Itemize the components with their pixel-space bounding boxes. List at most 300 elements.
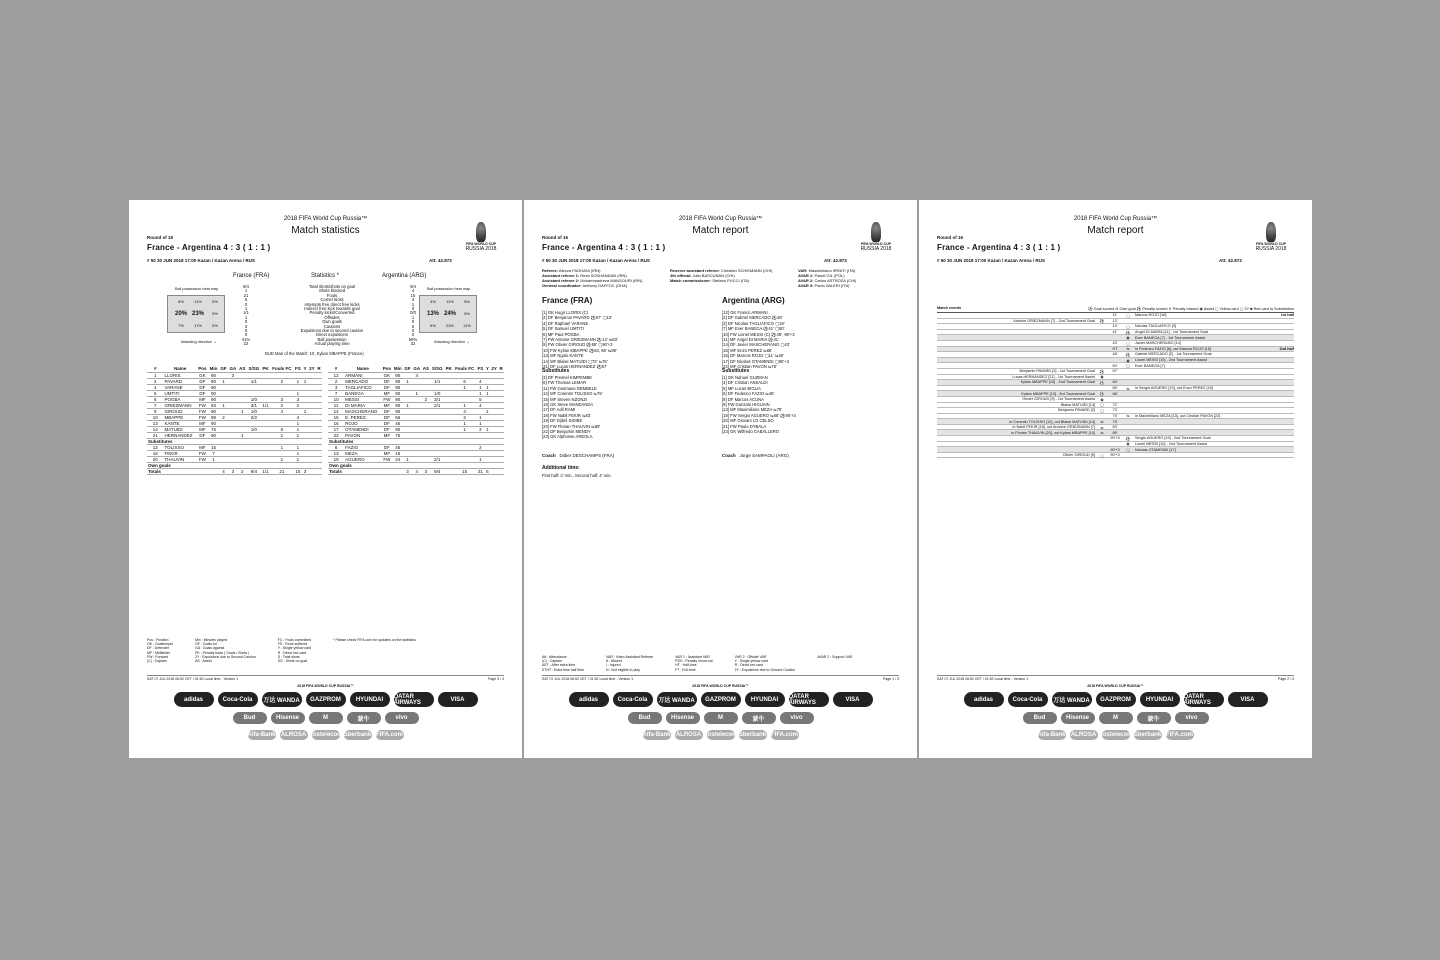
event-argentina: Lionel MESSI [10] - 2nd Tournament Assist [1135, 358, 1208, 363]
event-france: Olivier GIROUD [9] [1062, 453, 1095, 458]
event-argentina: in Federico FAZIO [6], out Marcos ROJO [16] [1135, 346, 1211, 351]
sponsor-logo: vivo [780, 712, 814, 724]
event-france-icon: ⚽ [1099, 319, 1105, 324]
official-role: VAR: [798, 268, 808, 273]
totals-cell: 4 [412, 468, 421, 474]
lineup-player: [9] FW Olivier GIROUD ⚽68' ▢90'+3 [542, 342, 613, 348]
stat-left: 1 [244, 288, 248, 294]
lineup-player: [17] DF Nicolas OTAMENDI ▢90'+3 [722, 358, 789, 364]
heat-cell: 11% [463, 323, 471, 328]
table-cell: MERCADO [344, 378, 381, 384]
stat-right: 0 [411, 328, 415, 334]
lineup-player: [11] MF Angel DI MARIA ⚽41' [722, 337, 779, 343]
table-cell: 5 [147, 390, 164, 396]
trophy-icon [476, 222, 486, 242]
table-cell: 1 [486, 390, 489, 396]
table-cell: MF [197, 426, 208, 432]
event-minute: 90'+3 [1110, 436, 1120, 441]
heat-title-right: Ball possession heat map [427, 287, 471, 291]
lineup-substitute: [18] FW Nabil FEKIR ⇋83' [542, 412, 591, 418]
stat-left: 0 [244, 328, 248, 334]
match-score: France - Argentina 4 : 3 ( 1 : 1 ) [937, 243, 1061, 252]
sponsor-logo: ALROSA [675, 732, 702, 738]
match-score: France - Argentina 4 : 3 ( 1 : 1 ) [542, 243, 666, 252]
table-cell: 1 [294, 444, 303, 450]
table-cell: DF [381, 420, 392, 426]
legend-entry: FC : Fouls committed [277, 638, 311, 642]
official-role: AVAR 1: [798, 273, 814, 278]
sponsor-logo: Alfa-Bank [247, 732, 276, 738]
stat-right: 4 [411, 297, 415, 303]
lineup-player: [7] FW Antoine GRIEZMANN ⚽13' ⇋83' [542, 337, 618, 343]
heat-cell: 9% [464, 311, 470, 316]
table-cell: 1 [294, 426, 303, 432]
page-match-report-2 [919, 200, 1312, 758]
official-name: Carlos ASTROZA (CHI) [813, 278, 857, 283]
event-france: Lucas HERNANDEZ [21] - 1st Tournament Assist [1012, 374, 1095, 379]
table-cell: 90 [392, 402, 403, 408]
column-header: FS [477, 366, 484, 372]
table-cell: 13 [328, 450, 344, 456]
event-minute: 90'+3 [1110, 447, 1120, 452]
legend-column [542, 655, 584, 672]
heat-cell: 24% [443, 311, 456, 317]
sponsor-logo: GAZPROM [306, 692, 346, 707]
sponsor-logo: ALROSA [1070, 732, 1097, 738]
table-cell: GIROUD [164, 408, 197, 414]
table-cell: 90 [392, 378, 403, 384]
sponsor-logo: 蒙牛 [1137, 712, 1171, 724]
table-cell: 90 [208, 384, 219, 390]
event-minute: 43' [1112, 341, 1118, 346]
stat-label: Fouls [326, 292, 338, 298]
column-header: Y [485, 366, 489, 372]
totals-cell [308, 468, 316, 474]
stat-right: 15 [410, 292, 416, 298]
column-header: Pos [382, 366, 392, 372]
sponsor-logo: FIFA.com [770, 732, 798, 738]
round-label: Round of 16 [542, 235, 568, 240]
column-header: Name [164, 366, 197, 372]
totals-cell: 15 [453, 468, 476, 474]
table-cell: 2 [476, 444, 484, 450]
table-cell: 1 [294, 456, 303, 462]
event-france-icon: ⇋ [1100, 431, 1104, 436]
legend-entry: R : Direct red card [277, 650, 307, 655]
legend-entry: AET : After extra time [542, 663, 576, 668]
heat-cell: 11% [194, 299, 202, 304]
sponsor-logo: M [704, 712, 738, 724]
table-cell: 1 [476, 390, 484, 396]
attack-direction-left: Attacking direction → [181, 340, 217, 344]
column-header: AS [422, 366, 430, 372]
page-title: Match report [1087, 225, 1144, 236]
totals-row [147, 468, 322, 474]
sponsor-logo: GAZPROM [1096, 692, 1136, 707]
column-header: GA [229, 366, 237, 372]
official-role: 4th official: [670, 273, 692, 278]
heat-cell: 11% [446, 299, 454, 304]
table-cell: 19 [328, 456, 344, 462]
table-cell: 90 [392, 426, 403, 432]
lineup-substitute: [20] MF Giovani LO CELSO [722, 418, 774, 424]
table-cell: 1 [219, 402, 228, 408]
legend-entry: HT : Half-time [675, 663, 697, 668]
event-argentina-icon: ⇋ [1126, 414, 1130, 419]
table-cell: DF [197, 390, 208, 396]
official-role: Referee: [542, 268, 559, 273]
heat-cell: 5% [212, 299, 218, 304]
column-header: 2Y [309, 366, 315, 372]
table-cell: DF [381, 378, 392, 384]
totals-cell: 21 [270, 468, 294, 474]
sponsor-title: 2018 FIFA WORLD CUP RUSSIA™ [692, 684, 749, 688]
official-name: Stefano PUCCI (ITA) [711, 278, 750, 283]
lineup-substitute: [11] FW Ousmane DEMBELE [542, 385, 597, 391]
table-cell: VARANE [164, 384, 197, 390]
stat-label: Offsides [324, 314, 340, 320]
event-minute: 13' [1112, 318, 1118, 323]
lineup-player: [6] MF Paul POGBA [542, 331, 580, 337]
table-cell: KANTE [164, 420, 197, 426]
competition-title: 2018 FIFA World Cup Russia™ [283, 216, 368, 222]
lineup-player: [7] MF Ever BANEGA ⚽41' ▢50' [722, 326, 785, 332]
legend-entry: AS : Assist [195, 659, 212, 664]
event-row [937, 453, 1294, 459]
lineup-player: [22] MF Cristian PAVON ⇋75' [722, 364, 777, 370]
table-cell: FEKIR [164, 450, 197, 456]
official-entry [542, 283, 667, 288]
sponsor-title: 2018 FIFA WORLD CUP RUSSIA™ [297, 684, 354, 688]
sponsor-title: 2018 FIFA WORLD CUP RUSSIA™ [1087, 684, 1144, 688]
heat-cell: 20% [174, 311, 187, 317]
legend-entry: R : Direct red card [734, 663, 764, 668]
table-cell: GRIEZMANN [164, 402, 197, 408]
world-cup-logo: FIFA WORLD CUP RUSSIA 2018 [855, 222, 897, 252]
sponsor-logo: Coca-Cola [1008, 692, 1048, 707]
table-cell: 1 [453, 402, 476, 408]
page-match-report-1 [524, 200, 917, 758]
legend-entry: Att : Attendance [542, 655, 567, 659]
stat-right: 0 [411, 319, 415, 325]
sponsor-logo: HYUNDAI [1140, 692, 1180, 707]
lineup-player: [14] MF Blaise MATUIDI ▢72' ⇋75' [542, 358, 608, 364]
legend-entry: FS : Fouls suffered [277, 642, 308, 647]
competition-title: 2018 FIFA World Cup Russia™ [678, 216, 763, 222]
lineup-player: [4] DF Raphael VARANE [542, 320, 589, 326]
table-header-row [147, 366, 322, 372]
event-minute: 68' [1112, 391, 1118, 396]
event-france: in Nabil FEKIR [18], out Antoine GRIEZMANN [7] [1012, 425, 1095, 430]
legend-entry: GF : Goals for [195, 642, 218, 647]
table-cell: 1 [270, 444, 294, 450]
event-minute: 50' [1112, 363, 1118, 368]
event-argentina-icon: ◉ [1126, 336, 1130, 341]
official-name: Julio BASCUNAN (CHI) [691, 273, 735, 278]
column-header: FS [295, 366, 301, 372]
stat-label: Expulsions due to second caution [300, 328, 364, 334]
table-cell: 2 [476, 426, 484, 432]
table-cell: THAUVIN [164, 456, 197, 462]
legend-entry: AVAR 2 : Support VAR [817, 655, 853, 659]
world-cup-logo: FIFA WORLD CUP RUSSIA 2018 [1250, 222, 1292, 252]
table-cell: 4 [147, 384, 164, 390]
sponsor-logo: adidas [569, 692, 609, 707]
page-footer: SAT 07 JUL 2018 06:52 CET / 01:52 Local time - Version 1 Page 2 / 3 [937, 677, 1294, 681]
table-cell: 1/0 [247, 426, 261, 432]
table-cell: 83 [208, 402, 219, 408]
table-cell: HERNANDEZ [164, 432, 197, 438]
sponsor-logo: Bud [1023, 712, 1057, 724]
event-argentina-icon: ▢ [1126, 341, 1130, 346]
event-france: Benjamin PAVARD [2] - 1st Tournament Goal [1019, 369, 1095, 374]
column-header: Y [303, 366, 307, 372]
stat-row [227, 342, 427, 346]
lineup-substitute: [8] FW Thomas LEMAR [542, 380, 587, 386]
legend-entry: SG : Shots on goal [277, 659, 308, 664]
column-header: GF [220, 366, 227, 372]
table-cell: TOLISSO [164, 444, 197, 450]
table-cell: 1 [270, 432, 294, 438]
table-cell: 3/1 [247, 402, 261, 408]
sponsors-row-1 [129, 692, 522, 707]
sponsor-logo: Bud [628, 712, 662, 724]
table-cell: 1 [403, 378, 412, 384]
table-cell: 90 [392, 396, 403, 402]
official-role: AVAR 2: [798, 278, 814, 283]
event-minute: 72' [1112, 402, 1118, 407]
table-cell: MF [381, 450, 392, 456]
sponsors-row-3 [129, 730, 522, 740]
event-argentina: Gabriel MERCADO [2] - 1st Tournament Goal [1135, 352, 1212, 357]
table-cell: MASCHERANO [344, 408, 381, 414]
official-role: Reserve assistant referee: [670, 268, 720, 273]
table-cell: 18 [147, 450, 164, 456]
lineup-player: [10] FW Lionel MESSI (C) ⚽48', 90'+3 [722, 331, 795, 337]
legend-entry: GK : Goalkeeper [147, 642, 174, 647]
event-minute: 90'+3 [1110, 453, 1120, 458]
sponsor-logo: M [1099, 712, 1133, 724]
heat-cell: 23% [191, 311, 204, 317]
stat-right: 5 [411, 323, 415, 329]
table-cell: 90 [208, 378, 219, 384]
event-argentina-icon: ▢ [1126, 448, 1130, 453]
official-role: Assistant referee 2: [542, 278, 580, 283]
legend-entry: Y : Single yellow card [734, 659, 769, 664]
table-cell: 4 [476, 402, 484, 408]
event-france: in Corentin TOLISSO [12], out Blaise MATUIDI [14] [1009, 419, 1095, 424]
legend-column [817, 655, 852, 672]
events-header: Match events ⚽ Goal scored ⊘ Own goal ⚽ Penalty scored ✕ Penalty missed ◉ Assist ▢ Yellow card ▢ 2Y ■ Red card ⇋ Substitution [937, 306, 1294, 311]
stat-label: Corner kicks [320, 297, 344, 303]
lineup-substitute: [5] MF Lucas BIGLIA [722, 385, 761, 391]
stat-left: 1 [244, 306, 248, 312]
match-score: France - Argentina 4 : 3 ( 1 : 1 ) [147, 243, 271, 252]
legend-entry: VAR : Video Assistant Referee [605, 655, 654, 659]
stat-left: 21 [243, 292, 249, 298]
legend-entry: ETHT : Extra time half time [542, 667, 584, 672]
table-cell: 1 [476, 384, 484, 390]
officials-left [542, 268, 667, 288]
event-half-label: 1st half [1280, 313, 1294, 318]
table-cell: 66 [392, 414, 403, 420]
additional-time-label: Additional time: [542, 465, 580, 471]
stat-right: 1 [411, 314, 415, 320]
table-cell: 15 [392, 450, 403, 456]
coach-argentina: Coach Jorge SAMPAOLI (ARG) [722, 453, 789, 458]
table-cell: TAGLIAFICO [344, 384, 381, 390]
lineup-substitute: [16] GK Steve MANDANDA [542, 401, 594, 407]
table-cell: 89 [208, 414, 219, 420]
sponsor-logo: ALROSA [280, 732, 307, 738]
lineup-substitute: [21] FW Paulo DYBALA [722, 423, 767, 429]
trophy-icon [871, 222, 881, 242]
stat-left: 0 [244, 319, 248, 325]
table-cell: 90 [392, 390, 403, 396]
totals-cell: 3 [303, 468, 307, 474]
stat-right: 32 [410, 341, 416, 347]
table-cell: 1/0 [247, 408, 261, 414]
legend-entry: * Please check FIFA.com for updates on the statistics [333, 638, 416, 642]
column-header: Fouls FC [455, 366, 475, 372]
totals-cell: 2 [238, 468, 247, 474]
sponsor-logo: FIFA.com [375, 732, 403, 738]
sponsor-logo: HYUNDAI [350, 692, 390, 707]
table-cell: 1 [294, 420, 303, 426]
table-cell: 2/2 [247, 414, 261, 420]
team-left-name: France (FRA) [233, 273, 270, 279]
table-cell: 1 [453, 426, 476, 432]
column-header: Fouls FC [270, 366, 294, 372]
event-argentina-icon: ⚽ [1125, 330, 1131, 335]
table-cell: 90 [392, 384, 403, 390]
table-cell: DF [381, 384, 392, 390]
lineup-player: [14] DF Javier MASCHERANO ▢43' [722, 342, 790, 348]
sponsors-row-2 [524, 712, 917, 724]
sponsor-logo: VISA [438, 692, 478, 707]
table-cell: 24 [392, 456, 403, 462]
table-cell: UMTITI [164, 390, 197, 396]
lineup-player: [21] DF Lucas HERNANDEZ ⚽57' [542, 364, 608, 370]
sponsor-logo: Rostelecom [1098, 732, 1133, 738]
sponsor-logo: QATAR AIRWAYS [789, 692, 829, 707]
stat-label: Cautions [323, 323, 341, 329]
event-minute: 89' [1112, 430, 1118, 435]
table-cell: 4 [270, 408, 294, 414]
table-cell: 2 [270, 402, 294, 408]
table-cell: 1 [453, 384, 476, 390]
table-cell: 5 [476, 396, 484, 402]
stat-right: 1 [411, 301, 415, 307]
page-footer: SAT 07 JUL 2018 06:52 CET / 01:52 Local time - Version 1 Page 3 / 3 [147, 677, 504, 681]
legend-column [278, 638, 311, 663]
table-cell: DF [197, 432, 208, 438]
event-france: Benjamin PAVARD [2] [1058, 408, 1095, 413]
sponsor-logo: VISA [1228, 692, 1268, 707]
official-name: Anthony DAFFOC (GHA) [581, 283, 628, 288]
heat-cell: 23% [445, 323, 454, 328]
totals-cell [197, 468, 208, 474]
table-cell: GK [381, 372, 392, 378]
sponsor-logo: Coca-Cola [218, 692, 258, 707]
table-cell: 2/1 [430, 456, 444, 462]
lineup-player: [5] DF Samuel UMTITI [542, 326, 584, 332]
official-name: Reza SOKHANDAN (IRN) [579, 273, 627, 278]
official-name: Pawel GIL (POL) [813, 273, 845, 278]
sponsor-logo: vivo [1175, 712, 1209, 724]
table-cell: 90 [208, 408, 219, 414]
table-cell: 2 [328, 378, 344, 384]
event-argentina: Javier MASCHERANO [14] [1135, 341, 1181, 346]
sponsor-logo: Sberbank [738, 732, 767, 738]
table-cell: DF [381, 444, 392, 450]
match-meta: # 50 30 JUN 2018 17:00 Kazan / Kazan Arena / RUS [937, 258, 1045, 263]
column-header: 2Y [491, 366, 497, 372]
lineup-substitute: [1] GK Nahuel GUZMAN [722, 374, 768, 380]
event-argentina: in Sergio AGUERO [19], out Enzo PEREZ [15] [1135, 386, 1213, 391]
table-cell: FW [197, 456, 208, 462]
sponsors-row-1 [524, 692, 917, 707]
table-cell: 2/1 [430, 402, 444, 408]
event-argentina-icon: ▢ [1126, 313, 1130, 318]
sponsors-row-2 [919, 712, 1312, 724]
official-entry [798, 283, 899, 288]
stat-left: 1/1 [243, 310, 249, 316]
legend-column [606, 655, 653, 672]
column-header: PK [445, 366, 452, 372]
table-cell: 1 [476, 414, 484, 420]
lineup-player: [2] DF Benjamin PAVARD ⚽57' ▢13' [542, 315, 612, 321]
column-header: GF [404, 366, 411, 372]
table-cell: 6 [453, 378, 476, 384]
legend-entry: S : Total shots [277, 654, 300, 659]
legend-entry: Y : Single yellow card [277, 646, 312, 651]
official-name: Massimiliano IRRATI (ITA) [807, 268, 856, 273]
lineup-player: [13] MF Ngolo KANTE [542, 353, 584, 359]
stat-right: 4 [411, 288, 415, 294]
legend-entry: Min : Minutes played [195, 638, 228, 642]
totals-cell: 3 [421, 468, 430, 474]
lineup-substitute: [22] DF Benjamin MENDY [542, 428, 591, 434]
sponsors-row-3 [919, 730, 1312, 740]
column-header: Name [344, 366, 381, 372]
sponsor-logo: VISA [833, 692, 873, 707]
page-header [147, 216, 504, 278]
table-cell: FW [197, 414, 208, 420]
table-cell: 1 [294, 378, 303, 384]
legend-entry: PK : Penalty kicks ( Goals / Shots ) [195, 650, 250, 655]
page-title: Match statistics [291, 225, 360, 236]
sponsor-logo: HYUNDAI [745, 692, 785, 707]
lineup-substitute: [13] MF Maximiliano MEZA ⇋75' [722, 407, 783, 413]
event-argentina: Nicolas OTAMENDI [17] [1135, 447, 1176, 452]
table-cell: FW [197, 402, 208, 408]
table-cell: 90 [208, 420, 219, 426]
table-cell: PAVARD [164, 378, 197, 384]
table-cell: 1 [294, 450, 303, 456]
column-header: S/SG [431, 366, 443, 372]
official-role: Assistant referee 1: [542, 273, 580, 278]
table-cell: 1 [238, 432, 247, 438]
legend-entry: PSO : Penalty shoot-out [675, 659, 713, 664]
event-minute: 41' [1112, 330, 1118, 335]
table-cell: DF [197, 384, 208, 390]
table-cell: 1/1 [430, 378, 444, 384]
legend-entry: MF : Midfielder [147, 650, 171, 655]
event-argentina-icon: ▢ [1126, 364, 1130, 369]
stat-left: 9/4 [243, 284, 249, 289]
table-cell: 90 [208, 390, 219, 396]
